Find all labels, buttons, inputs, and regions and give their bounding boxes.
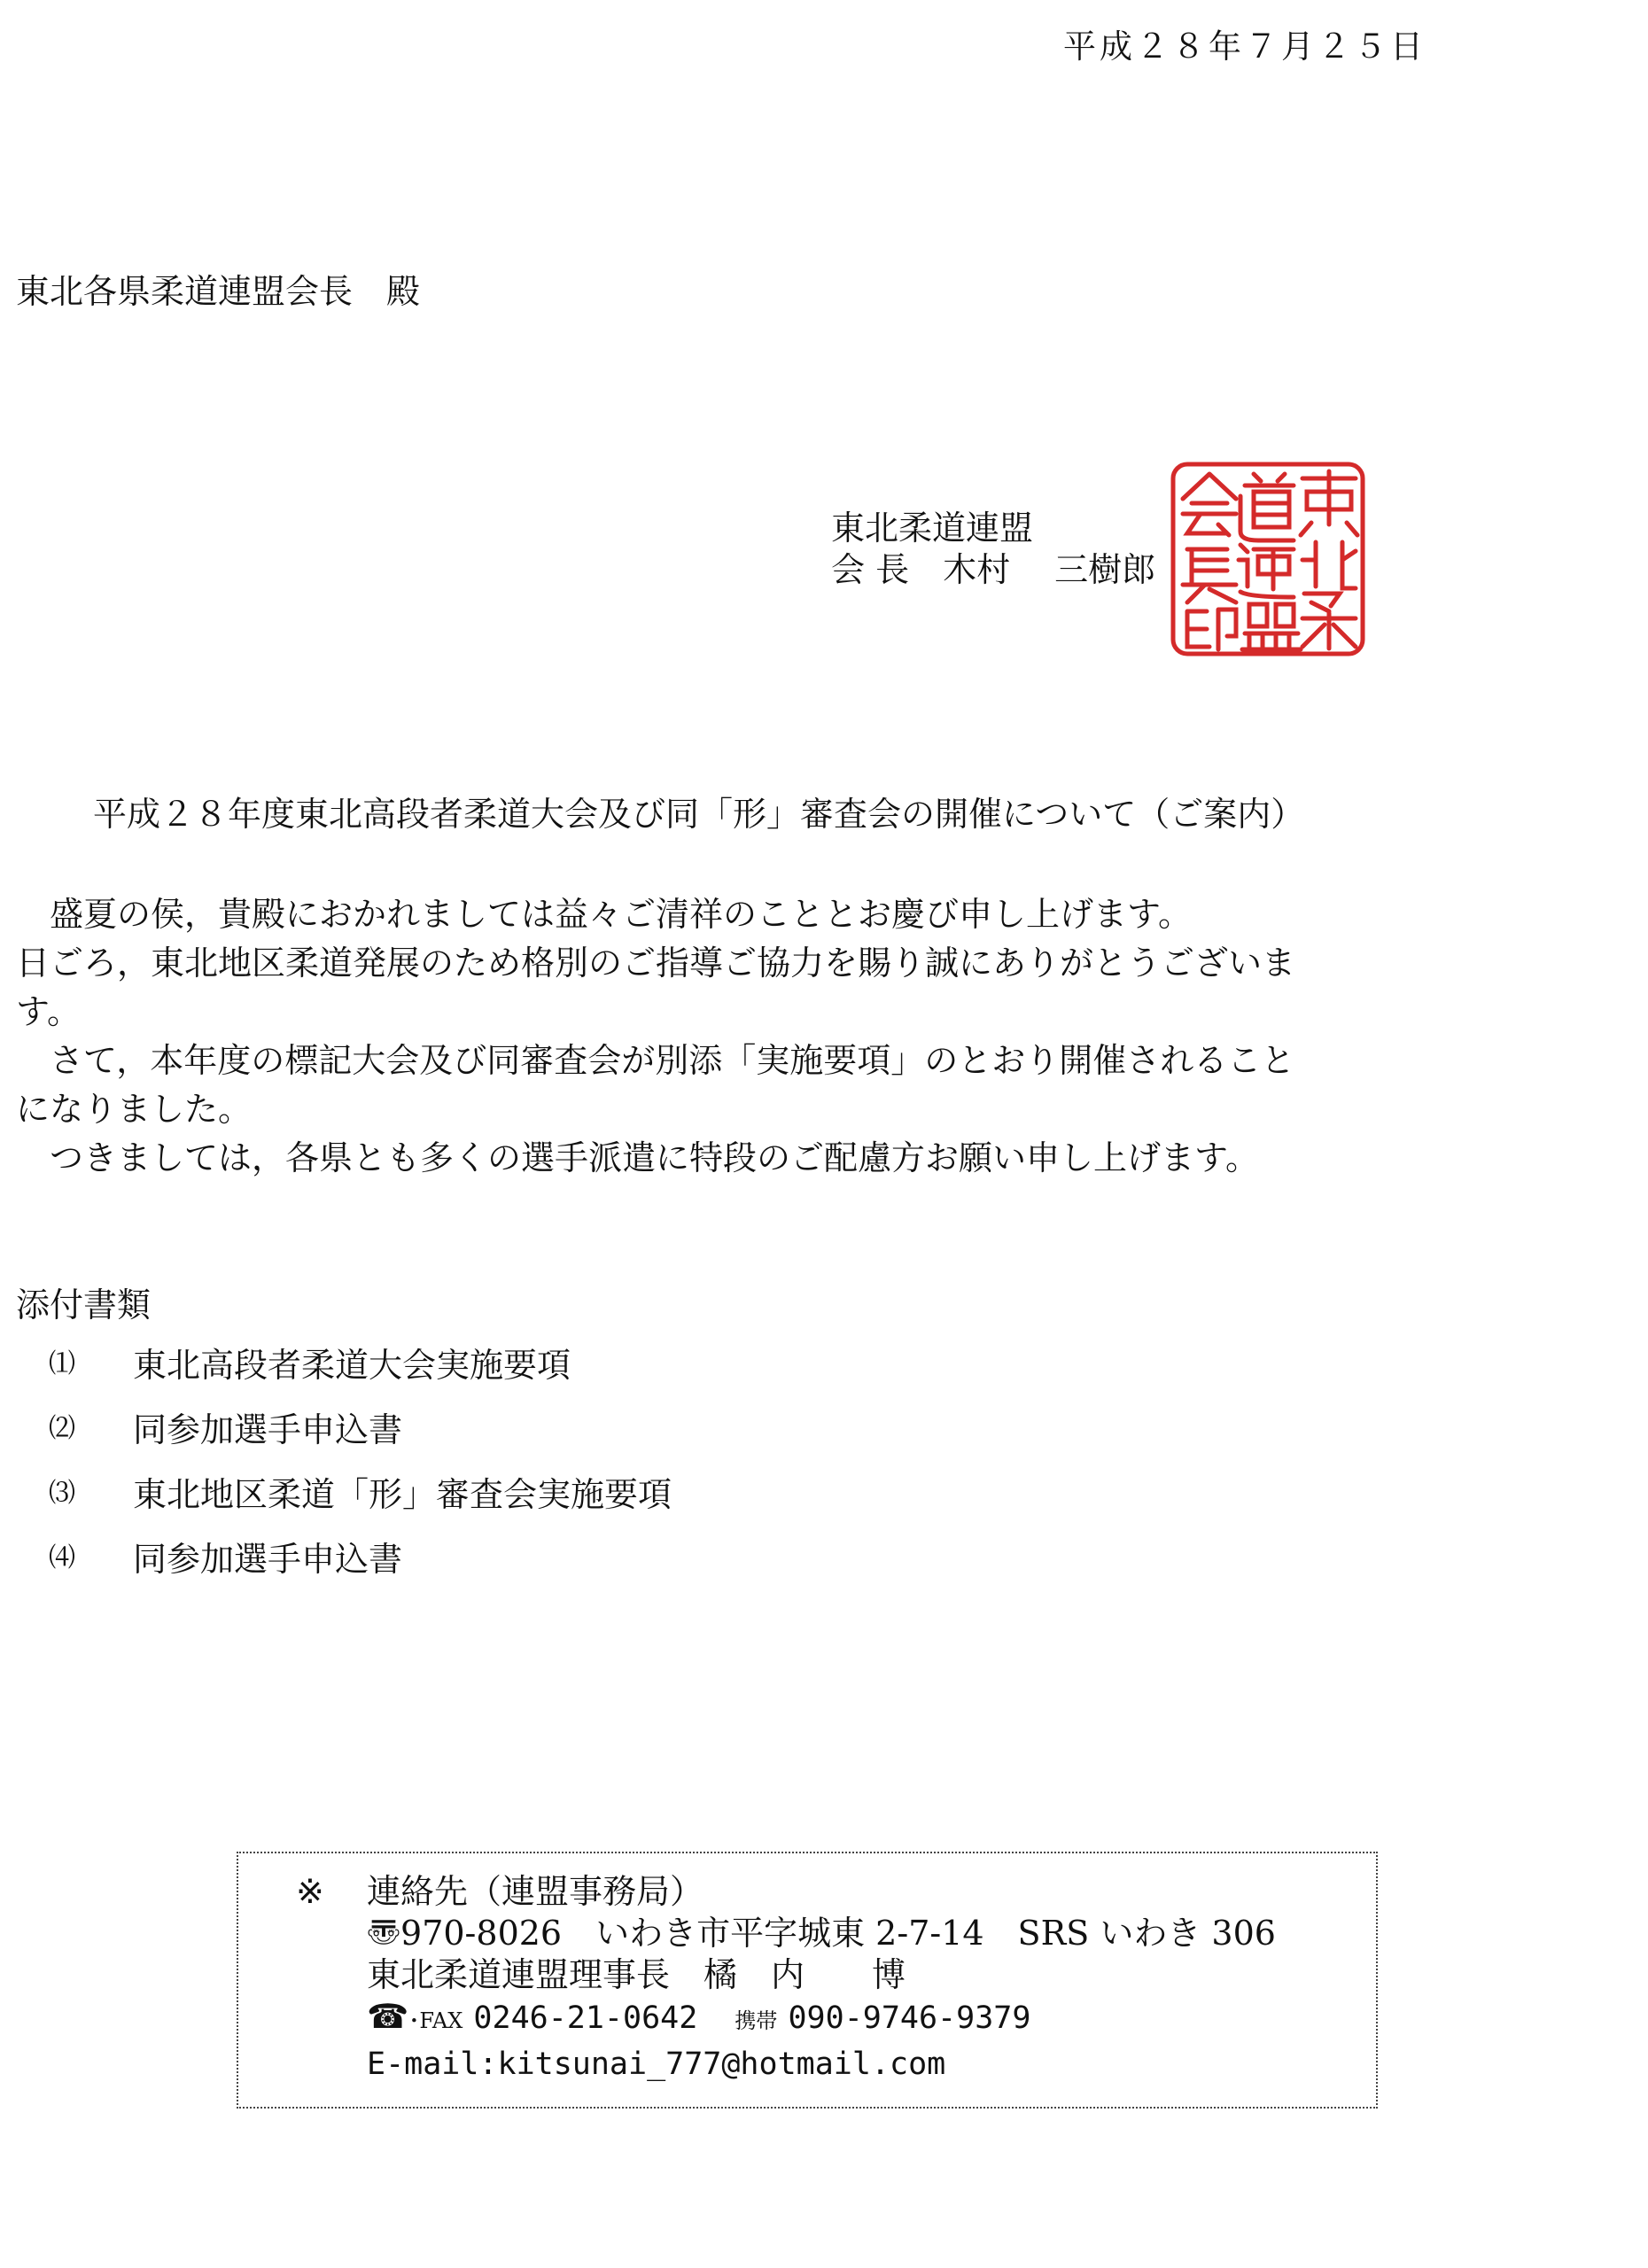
- phone-icon: ☎: [367, 1997, 409, 2036]
- contact-heading: 連絡先（連盟事務局）: [367, 1872, 704, 1911]
- note-mark: ※: [296, 1872, 324, 1911]
- body-line: つきましては，各県とも多くの選手派遣に特段のご配慮方お願い申し上げます。: [16, 1138, 1259, 1177]
- contact-person-row: [296, 1954, 1276, 1996]
- attachment-label: 東北高段者柔道大会実施要項: [133, 1346, 571, 1385]
- attachment-number: ⑴: [49, 1348, 75, 1379]
- contact-phone-row: [296, 1996, 1276, 2042]
- body-paragraph: [16, 890, 1504, 1183]
- contact-address-row: [296, 1913, 1276, 1954]
- contact-address: 970-8026 いわき市平字城東 2-7-14 SRS いわき 306: [400, 1914, 1276, 1953]
- contact-person: 東北柔道連盟理事長 橘 内 博: [367, 1955, 906, 1994]
- body-line: す。: [16, 992, 81, 1031]
- attachment-item: [49, 1338, 672, 1402]
- fax-number: 0246-21-0642: [473, 2000, 698, 2036]
- contact-info: [296, 1871, 1276, 2085]
- document-date: 平成２８年７月２５日: [1063, 27, 1426, 66]
- body-line: さて，本年度の標記大会及び同審査会が別添「実施要項」のとおり開催されること: [16, 1041, 1295, 1080]
- document-title: 平成２８年度東北高段者柔道大会及び同「形」審査会の開催について（ご案内）: [93, 795, 1305, 834]
- attachment-label: 東北地区柔道「形」審査会実施要項: [133, 1475, 672, 1514]
- body-line: 盛夏の侯，貴殿におかれましては益々ご清祥のこととお慶び申し上げます。: [16, 895, 1192, 934]
- sender-title: 会 長: [831, 550, 910, 589]
- body-line: 日ごろ，東北地区柔道発展のため格別のご指導ご協力を賜り誠にありがとうございま: [16, 944, 1296, 983]
- mobile-number: 090-9746-9379: [788, 2000, 1031, 2036]
- attachment-item: [49, 1467, 672, 1532]
- official-seal: [1170, 461, 1366, 657]
- sender-name: 木村 三樹郎: [943, 550, 1156, 589]
- contact-box: [237, 1852, 1378, 2109]
- contact-email: E-mail:kitsunai_777@hotmail.com: [367, 2047, 946, 2082]
- attachments-list: [49, 1338, 672, 1596]
- attachments-heading: 添付書類: [16, 1285, 152, 1324]
- sender-organization: 東北柔道連盟: [831, 509, 1034, 548]
- attachment-item: [49, 1532, 672, 1596]
- contact-email-row: [296, 2042, 1276, 2085]
- attachment-label: 同参加選手申込書: [133, 1410, 403, 1449]
- attachment-item: [49, 1402, 672, 1467]
- body-line: になりました。: [16, 1090, 253, 1129]
- attachment-number: ⑵: [49, 1413, 75, 1444]
- addressee: 東北各県柔道連盟会長 殿: [16, 272, 421, 311]
- contact-heading-row: [296, 1871, 1276, 1913]
- sender-name-line: [831, 542, 1155, 591]
- attachment-label: 同参加選手申込書: [133, 1540, 403, 1579]
- attachment-number: ⑶: [49, 1478, 75, 1509]
- mobile-label: 携帯: [735, 2008, 778, 2033]
- postal-icon: 〠: [367, 1914, 401, 1953]
- attachment-number: ⑷: [49, 1542, 75, 1573]
- fax-label: ･FAX: [408, 2008, 463, 2033]
